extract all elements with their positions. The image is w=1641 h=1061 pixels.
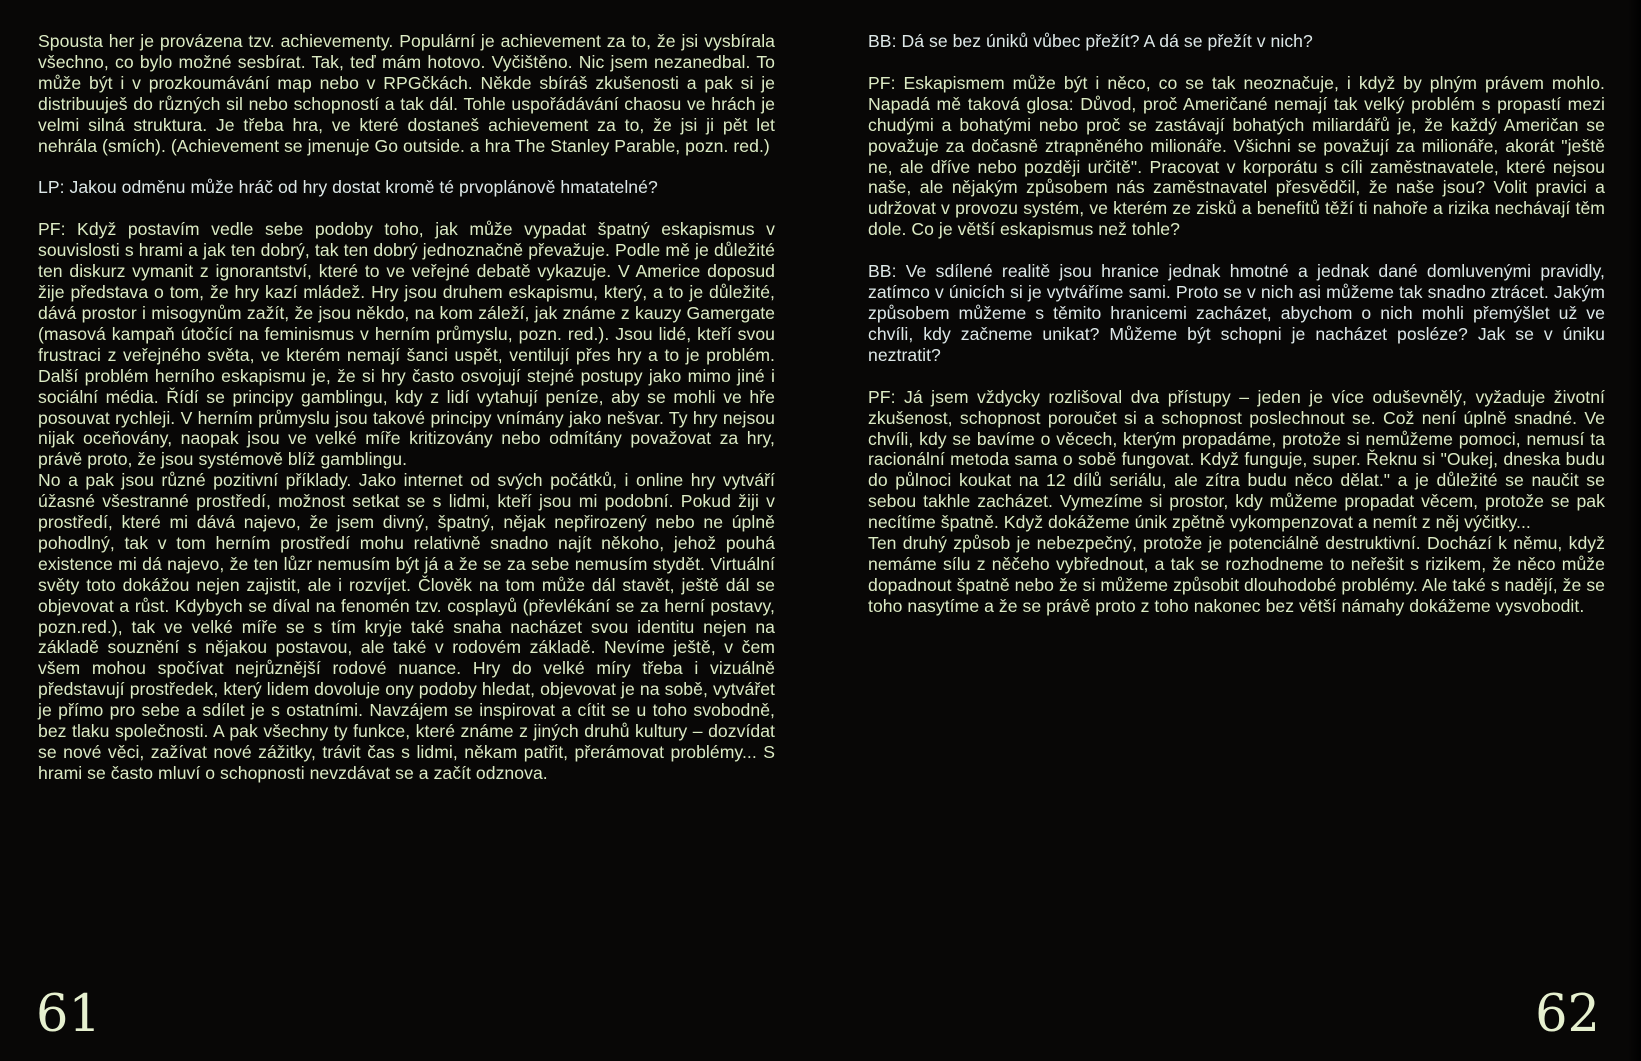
right-page-text-column — [868, 31, 1605, 617]
page-number-left: 61 — [36, 985, 101, 1044]
answer-paragraph: Spousta her je provázena tzv. achievementy. Populární je achievement za to, že jsi vysbírala všechno, co bylo možné sesbírat. Tak, teď mám hotovo. Vyčištěno. Nic jsem nezanedbal. To může být i v prozkoumávání map nebo v RPGčkách. Někde sbíráš zkušenosti a pak si je distribuuješ do různých sil nebo schopností a tak dál. Tohle uspořádávání chaosu ve hrách je velmi silná struktura. Je třeba hra, ve které dostaneš achievement za to, že jsi ji pět let nehrála (smích). (Achievement se jmenuje Go outside. a hra The Stanley Parable, pozn. red.) — [38, 31, 775, 156]
interviewer-question-bb: BB: Dá se bez úniků vůbec přežít? A dá se přežít v nich? — [868, 31, 1313, 51]
answer-paragraph: PF: Když postavím vedle sebe podoby toho, jak může vypadat špatný eskapismus v souvislosti s hrami a jak ten dobrý, tak ten dobrý jednoznačně převažuje. Podle mě je důležité ten diskurz vymanit z ignorantství, které to ve veřejné debatě vykazuje. V Americe doposud žije představa o tom, že hry kazí mládež. Hry jsou druhem eskapismu, který, a to je důležité, dává prostor i misogynům zažít, že jsou někdo, na kom záleží, jak známe z kauzy Gamergate (masová kampaň útočící na feminismus v herním průmyslu, pozn. red.). Jsou lidé, kteří svou frustraci z veřejného světa, ve kterém nemají šanci uspět, ventilují přes hry a to je problém. Další problém herního eskapismu je, že si hry často osvojují stejné postupy jako mimo jiné i sociální média. Řídí se principy gamblingu, kdy z lidí vytahují peníze, aby se mohli ve hře posouvat rychleji. V herním průmyslu jsou takové principy vnímány jako nešvar. Ty hry nejsou nijak oceňovány, naopak jsou ve velké míře kritizovány nebo odmítány považovat za hry, právě proto, že jsou systémově blíž gamblingu. — [38, 219, 775, 470]
interviewer-question-lp: LP: Jakou odměnu může hráč od hry dostat kromě té prvoplánově hmatatelné? — [38, 177, 658, 198]
answer-paragraph: No a pak jsou různé pozitivní příklady. Jako internet od svých počátků, i online hry vytváří úžasné všestranné prostředí, možnost setkat se s lidmi, kteří jsou mi podobní. Pokud žiji v prostředí, které mi dává najevo, že jsem divný, špatný, nějak nepřirozený nebo ne úplně pohodlný, tak v tom herním prostředí mohu relativně snadno najít někoho, jehož pouhá existence mi dá najevo, že ten lůzr nemusím být já a že se za sebe nemusím stydět. Virtuální světy toto dokážou nejen zajistit, ale i rozvíjet. Člověk na tom může dál stavět, ještě dál se objevovat a růst. Kdybych se díval na fenomén tzv. cosplayů (převlékání se za herní postavy, pozn.red.), tak ve velké míře se s tím kryje také snaha nacházet svou identitu nejen na základě souznění s nějakou postavou, ale také v rodovém základě. Nevíme ještě, v čem všem mohou spočívat nejrůznější rodové nuance. Hry do velké míry třeba i vizuálně představují prostředek, který lidem dovoluje ony podoby hledat, objevovat je na sobě, vytvářet je přímo pro sebe a sdílet je s ostatními. Navzájem se inspirovat a cítit se u toho svobodně, bez tlaku společnosti. A pak všechny ty funkce, které známe z jiných druhů kultury – dozvídat se nové věci, zažívat nové zážitky, trávit čas s lidmi, někam patřit, přerámovat problémy... S hrami se často mluví o schopnosti nevzdávat se a začít odznova. — [38, 470, 775, 783]
answer-paragraph: Ten druhý způsob je nebezpečný, protože je potenciálně destruktivní. Dochází k němu, když nemáme sílu z něčeho vybřednout, a tak se rozhodneme to neřešit s rizikem, že něco může dopadnout špatně nebo že si můžeme způsobit dlouhodobé problémy. Ale také s nadějí, že se toho nasytíme a že se právě proto z toho nakonec bez větší námahy dokážeme vysvobodit. — [868, 533, 1605, 616]
interviewer-question-bb: BB: Ve sdílené realitě jsou hranice jednak hmotné a jednak dané domluvenými pravidly, zatímco v únicích si je vytváříme sami. Proto se v nich asi můžeme tak snadno ztrácet. Jakým způsobem můžeme s těmito hranicemi zacházet, abychom o nich mohli přemýšlet už ve chvíli, kdy začneme unikat? Můžeme být schopni je nacházet posléze? Jak se v úniku neztratit? — [868, 261, 1605, 365]
answer-paragraph: PF: Eskapismem může být i něco, co se tak neoznačuje, i když by plným právem mohlo. Napadá mě taková glosa: Důvod, proč Američané nemají tak velký problém s propastí mezi chudými a bohatými nebo proč se zastávají bohatých miliardářů je, že každý Američan se považuje za dočasně ztrapněného milionáře. Všichni se považují za milionáře, akorát "ještě ne, ale dříve nebo později určitě". Pracovat v korporátu s cíli zaměstnavatele, které nejsou naše, ale nějakým způsobem nás zaměstnavatel přesvědčil, že naše jsou? Volit pravici a udržovat v provozu systém, ve kterém ze zisků a benefitů těží ti nahoře a rizika nechávají těm dole. Co je větší eskapismus než tohle? — [868, 72, 1605, 240]
answer-paragraph: PF: Já jsem vždycky rozlišoval dva přístupy – jeden je více oduševnělý, vyžaduje životní zkušenost, schopnost poroučet si a schopnost poslechnout se. Což není úplně snadné. Ve chvíli, kdy se bavíme o věcech, kterým propadáme, protože si nemůžeme pomoci, nemusí ta racionální metoda sama o sobě fungovat. Když funguje, super. Řeknu si "Oukej, dneska budu do půlnoci koukat na 12 dílů seriálu, ale zítra budu něco dělat." a je důležité se naučit se sebou takhle zacházet. Vymezíme si prostor, kdy můžeme propadat věcem, protože se pak necítíme špatně. Když dokážeme únik zpětně vykompenzovat a nemít z něj výčitky... — [868, 386, 1605, 533]
left-page-text-column — [38, 31, 775, 784]
page-edge-shadow — [1628, 0, 1641, 1061]
page-number-right: 62 — [1535, 985, 1600, 1044]
